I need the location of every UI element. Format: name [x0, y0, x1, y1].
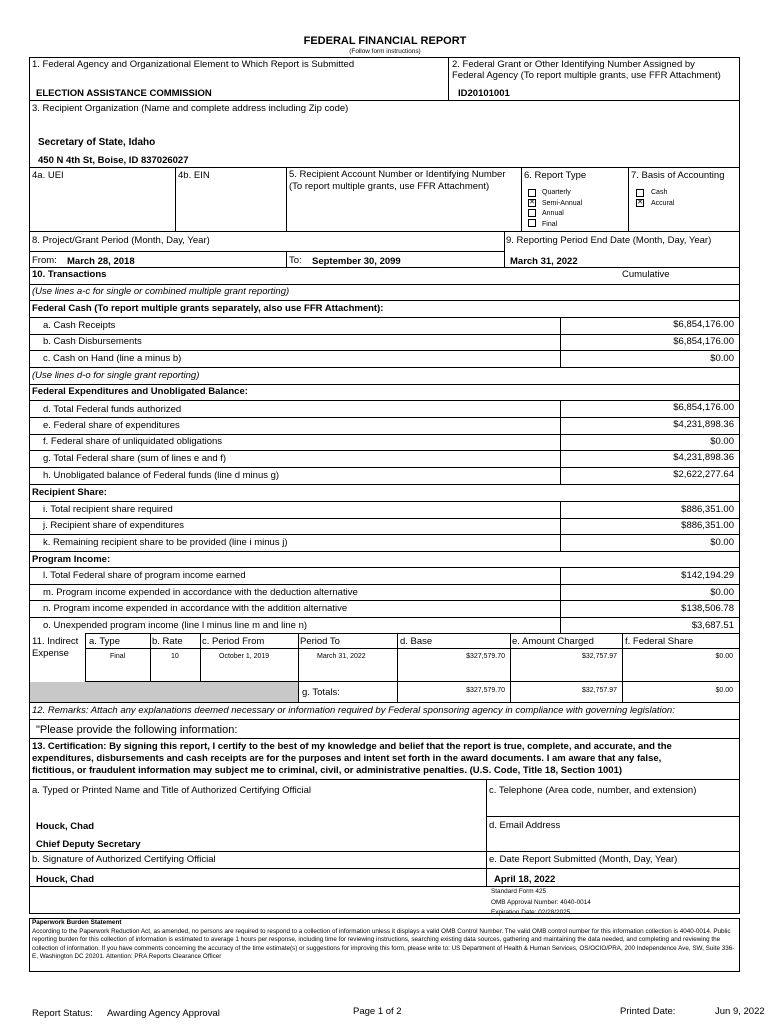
divider	[29, 702, 740, 703]
omb-number: OMB Approval Number: 4040-0014	[491, 899, 591, 906]
typed-name-label: a. Typed or Printed Name and Title of Authorized Certifying Official	[32, 785, 311, 796]
divider	[29, 251, 504, 252]
divider	[29, 617, 740, 618]
col-type: a. Type	[89, 636, 120, 647]
divider	[29, 719, 740, 720]
divider	[29, 501, 740, 502]
grant-number: ID20101001	[458, 88, 510, 99]
indirect-amount-charged: $32,757.97	[581, 653, 617, 660]
line-i-label: i. Total recipient share required	[43, 504, 173, 515]
divider	[29, 779, 740, 780]
accrual-checkbox[interactable]: ✕	[637, 199, 643, 206]
date-submitted: April 18, 2022	[494, 874, 556, 885]
box1-label: 1. Federal Agency and Organizational Element to Which Report is Submitted	[32, 59, 355, 70]
divider	[29, 350, 740, 351]
standard-form: Standard Form 425	[491, 888, 547, 895]
line-i-value: $886,351.00	[681, 504, 734, 515]
divider	[29, 100, 740, 101]
line-k-label: k. Remaining recipient share to be provided (line i minus j)	[43, 537, 288, 548]
divider	[29, 384, 740, 385]
line-g-value: $4,231,898.36	[673, 452, 734, 463]
line-h-label: h. Unobligated balance of Federal funds (line d minus g)	[43, 470, 280, 481]
to-label: To:	[289, 255, 302, 266]
federal-cash-heading: Federal Cash (To report multiple grants separately, also use FFR Attachment):	[32, 303, 384, 314]
divider	[85, 633, 740, 634]
line-c-value: $0.00	[710, 353, 734, 364]
remarks-label: 12. Remarks: Attach any explanations deemed necessary or information required by Federal sponsoring agency in compliance with governing legislation:	[32, 705, 675, 716]
divider	[560, 567, 561, 633]
certifying-official-name: Houck, Chad	[36, 821, 95, 832]
divider	[560, 400, 561, 484]
indirect-type: Final	[110, 653, 126, 660]
reporting-end-date: March 31, 2022	[510, 256, 578, 267]
printed-date-label: Printed Date:	[620, 1006, 676, 1017]
certification-line1: 13. Certification: By signing this report, I certify to the best of my knowledge and belief that the report is true, complete, and accurate, and the	[32, 741, 672, 752]
to-date: September 30, 2099	[312, 256, 401, 267]
line-c-label: c. Cash on Hand (line a minus b)	[43, 353, 182, 364]
indirect-label-line2: Expense	[32, 648, 69, 659]
col-base: d. Base	[400, 636, 433, 647]
divider	[29, 334, 740, 335]
box9-label: 9. Reporting Period End Date (Month, Day, Year)	[506, 235, 712, 246]
divider	[29, 551, 740, 552]
box3-label: 3. Recipient Organization (Name and complete address including Zip code)	[32, 103, 349, 114]
option-label: Final	[542, 221, 558, 228]
line-n-label: n. Program income expended in accordance with the addition alternative	[43, 603, 348, 614]
divider	[29, 231, 740, 232]
option-label: Annual	[542, 210, 564, 217]
divider	[298, 681, 299, 703]
program-income-heading: Program Income:	[32, 554, 111, 565]
totals-label: g. Totals:	[302, 687, 340, 698]
divider	[560, 501, 561, 551]
box8-label: 8. Project/Grant Period (Month, Day, Year)	[32, 235, 210, 246]
telephone-label: c. Telephone (Area code, number, and extension)	[489, 785, 697, 796]
divider	[486, 779, 487, 887]
transactions-heading: 10. Transactions	[32, 269, 107, 280]
grey-fill	[30, 682, 298, 702]
box5-label-line1: 5. Recipient Account Number or Identifying Number	[289, 169, 506, 180]
col-amount-charged: e. Amount Charged	[512, 636, 594, 647]
line-o-value: $3,687.51	[691, 620, 734, 631]
col-period-from: c. Period From	[202, 636, 265, 647]
recipient-name: Secretary of State, Idaho	[38, 137, 156, 148]
line-k-value: $0.00	[710, 537, 734, 548]
email-label: d. Email Address	[489, 820, 561, 831]
remarks-text: "Please provide the following information:	[36, 724, 238, 736]
divider	[200, 633, 201, 681]
expiration-date: Expiration Date: 02/28/2025	[491, 909, 571, 916]
divider	[29, 267, 740, 268]
certification-line3: fictitious, or fraudulent information may subject me to criminal, civil, or administrative penalties. (U.S. Code, Title 18, Section 1001)	[32, 765, 623, 776]
burden-title: Paperwork Burden Statement	[32, 919, 122, 926]
page-number: Page 1 of 2	[353, 1006, 402, 1017]
divider	[29, 417, 740, 418]
option-label: Semi-Annual	[542, 200, 583, 207]
divider	[29, 317, 740, 318]
cash-checkbox[interactable]	[636, 189, 644, 197]
option-label: Accural	[651, 200, 675, 207]
col-period-to: Period To	[300, 636, 340, 647]
recipient-address: 450 N 4th St, Boise, ID 837026027	[38, 155, 189, 166]
line-a-value: $6,854,176.00	[673, 319, 734, 330]
line-l-label: l. Total Federal share of program income earned	[43, 570, 246, 581]
indirect-label-line1: 11. Indirect	[32, 636, 79, 647]
box6-label: 6. Report Type	[524, 170, 587, 181]
divider	[521, 167, 522, 232]
total-federal-share: $0.00	[715, 687, 733, 694]
box2-label-line2: Federal Agency (To report multiple grants, use FFR Attachment)	[452, 70, 721, 81]
divider	[29, 467, 740, 468]
divider	[560, 317, 561, 367]
option-label: Cash	[651, 189, 668, 196]
indirect-period-from: October 1, 2019	[219, 653, 270, 660]
note-lines-a-c: (Use lines a-c for single or combined multiple grant reporting)	[32, 286, 290, 297]
form-subtitle: (Follow form instructions)	[349, 48, 421, 55]
divider	[29, 534, 740, 535]
divider	[29, 600, 740, 601]
cumulative-label: Cumulative	[622, 269, 670, 280]
line-j-value: $886,351.00	[681, 520, 734, 531]
line-l-value: $142,194.29	[681, 570, 734, 581]
divider	[486, 816, 740, 817]
line-d-value: $6,854,176.00	[673, 402, 734, 413]
divider	[504, 231, 505, 268]
report-status-label: Report Status:	[32, 1008, 93, 1019]
printed-date: Jun 9, 2022	[715, 1006, 765, 1017]
from-label: From:	[32, 255, 57, 266]
divider	[286, 167, 287, 232]
divider	[85, 648, 740, 649]
line-b-value: $6,854,176.00	[673, 336, 734, 347]
divider	[29, 567, 740, 568]
divider	[628, 167, 629, 232]
divider	[29, 400, 740, 401]
box4b-label: 4b. EIN	[178, 170, 210, 181]
divider	[510, 633, 511, 703]
indirect-base: $327,579.70	[466, 653, 505, 660]
divider	[29, 518, 740, 519]
divider	[29, 868, 740, 869]
final-checkbox[interactable]	[528, 219, 536, 227]
box5-label-line2: (To report multiple grants, use FFR Attachment)	[289, 181, 490, 192]
col-rate: b. Rate	[152, 636, 183, 647]
report-status: Awarding Agency Approval	[107, 1008, 220, 1019]
line-n-value: $138,506.78	[681, 603, 734, 614]
line-f-value: $0.00	[710, 436, 734, 447]
line-b-label: b. Cash Disbursements	[43, 336, 142, 347]
divider	[175, 167, 176, 232]
signature-value: Houck, Chad	[36, 874, 95, 885]
line-m-value: $0.00	[710, 587, 734, 598]
form-title: FEDERAL FINANCIAL REPORT	[303, 35, 467, 47]
line-f-label: f. Federal share of unliquidated obligations	[43, 436, 223, 447]
divider	[29, 484, 740, 485]
signature-label: b. Signature of Authorized Certifying Official	[32, 854, 216, 865]
divider	[29, 167, 740, 168]
semi-annual-checkbox[interactable]: ✕	[529, 199, 535, 206]
agency-name: ELECTION ASSISTANCE COMMISSION	[36, 88, 212, 99]
annual-checkbox[interactable]	[528, 209, 536, 217]
date-submitted-label: e. Date Report Submitted (Month, Day, Year)	[489, 854, 678, 865]
box7-label: 7. Basis of Accounting	[631, 170, 725, 181]
line-o-label: o. Unexpended program income (line l minus line m and line n)	[43, 620, 308, 631]
divider	[29, 284, 740, 285]
total-base: $327,579.70	[466, 687, 505, 694]
divider	[448, 57, 449, 101]
certification-line2: expenditures, disbursements and cash receipts are for the purposes and intent set forth in the award documents. I am aware that any false,	[32, 753, 662, 764]
from-date: March 28, 2018	[67, 256, 135, 267]
divider	[298, 633, 299, 681]
line-e-label: e. Federal share of expenditures	[43, 420, 180, 431]
line-d-label: d. Total Federal funds authorized	[43, 404, 182, 415]
indirect-period-to: March 31, 2022	[317, 653, 366, 660]
divider	[29, 450, 740, 451]
line-a-label: a. Cash Receipts	[43, 320, 116, 331]
divider	[150, 633, 151, 681]
recipient-share-heading: Recipient Share:	[32, 487, 107, 498]
divider	[622, 633, 623, 703]
divider	[286, 251, 287, 268]
federal-expenditures-heading: Federal Expenditures and Unobligated Balance:	[32, 386, 248, 397]
note-lines-d-o: (Use lines d-o for single grant reporting)	[32, 370, 200, 381]
divider	[29, 300, 740, 301]
option-label: Quarterly	[542, 189, 571, 196]
indirect-rate: 10	[171, 653, 179, 660]
box4a-label: 4a. UEI	[32, 170, 64, 181]
divider	[29, 434, 740, 435]
line-j-label: j. Recipient share of expenditures	[43, 520, 184, 531]
certifying-official-title: Chief Deputy Secretary	[36, 839, 141, 850]
line-h-value: $2,622,277.64	[673, 469, 734, 480]
burden-text: According to the Paperwork Reduction Act, as amended, no persons are required to respond to a collection of information unless it displays a valid OMB Control Number. The valid OMB control number for this information collection is 4040-0014. Public reporting burden for this collection of information is estimated to average 1 hours per response, including time for reviewing instructions, searching existing data sources, gathering and maintaining the data needed, and completing and reviewing the collection of information. If you have comments concerning the accuracy of the time estimate(s) or suggestions for improving this form, please write to: US Department of Health & Human Services, OS/OCIO/PRA, 200 Independence Ave, SW, Suite 336-E, Washington DC 20201. Attention: PRA Reports Clearance Officer	[32, 928, 735, 961]
divider	[29, 738, 740, 739]
line-g-label: g. Total Federal share (sum of lines e and f)	[43, 453, 227, 464]
quarterly-checkbox[interactable]	[528, 189, 536, 197]
divider	[397, 633, 398, 703]
divider	[29, 584, 740, 585]
col-federal-share: f. Federal Share	[625, 636, 694, 647]
line-e-value: $4,231,898.36	[673, 419, 734, 430]
line-m-label: m. Program income expended in accordance with the deduction alternative	[43, 587, 358, 598]
divider	[29, 367, 740, 368]
box2-label-line1: 2. Federal Grant or Other Identifying Number Assigned by	[452, 59, 695, 70]
divider	[29, 886, 740, 887]
divider	[29, 851, 740, 852]
total-amount-charged: $32,757.97	[581, 687, 617, 694]
indirect-federal-share: $0.00	[715, 653, 733, 660]
